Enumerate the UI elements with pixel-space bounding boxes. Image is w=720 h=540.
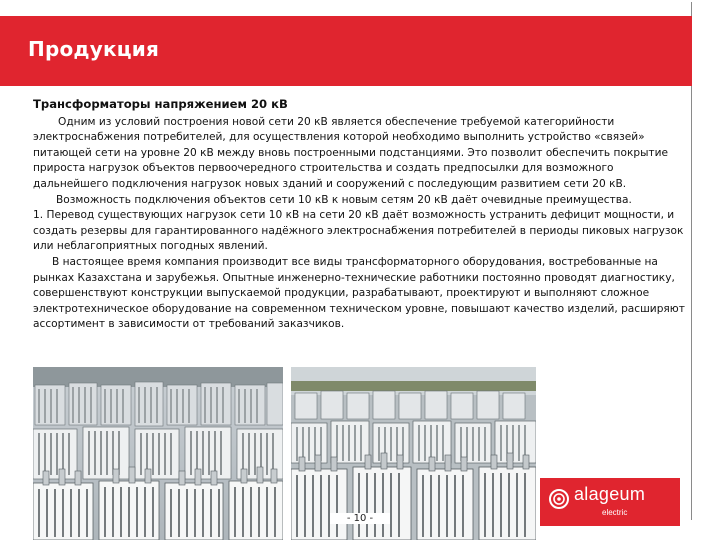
paragraph-2: Возможность подключения объектов сети 10 кВ к новым сетям 20 кВ даёт очевидные преимущества.: [56, 193, 632, 206]
company-logo: [540, 478, 680, 526]
header-banner: [0, 16, 692, 86]
transformer-yard-photo-left: [33, 367, 283, 540]
section-heading: Трансформаторы напряжением 20 кВ: [33, 97, 288, 111]
paragraph-4: В настоящее время компания производит все виды трансформаторного оборудования, востребованные на рынках Казахстана и зарубежья. Опытные инженерно-технические работники постоянно проводят диагностику, совершенствуют конструкции выпускаемой продукции, разрабатывают, проектируют и выполняют сложное электротехническое оборудование на современном техническом уровне, повышают качество изделий, расширяют ассортимент в зависимости от требований заказчиков.: [33, 255, 685, 331]
logo-name: alageum: [574, 484, 646, 504]
paragraph-3: 1. Перевод существующих нагрузок сети 10 кВ на сети 20 кВ даёт возможность устранить дефицит мощности, и создать резервы для гарантированного надёжного электроснабжения потребителей в периоды пиковых нагрузок или неблагоприятных погодных явлений.: [33, 209, 684, 253]
transformer-yard-image: [33, 367, 283, 540]
page-number: - 10 -: [330, 513, 390, 524]
right-divider: [691, 10, 692, 520]
paragraph-1: Одним из условий построения новой сети 20 кВ является обеспечение требуемой категорийности электроснабжения потребителей, для осуществления которой необходимо выполнить устройство «связей» питающей сети на уровне 20 кВ между вновь построенными подстанциями. Это позволит обеспечить покрытие прироста нагрузок объектов первоочередного строительства и создать предпосылки для возможного дальнейшего подключения нагрузок новых зданий и сооружений с последующим развитием сети 20 кВ.: [33, 115, 669, 190]
page-title: Продукция: [28, 37, 160, 61]
logo-swirl-icon: [548, 488, 570, 510]
transformer-yard-photo-right: [291, 367, 536, 540]
logo-subtitle: electric: [602, 508, 628, 517]
article-body: [33, 97, 685, 333]
transformer-rows-image: [291, 367, 536, 540]
